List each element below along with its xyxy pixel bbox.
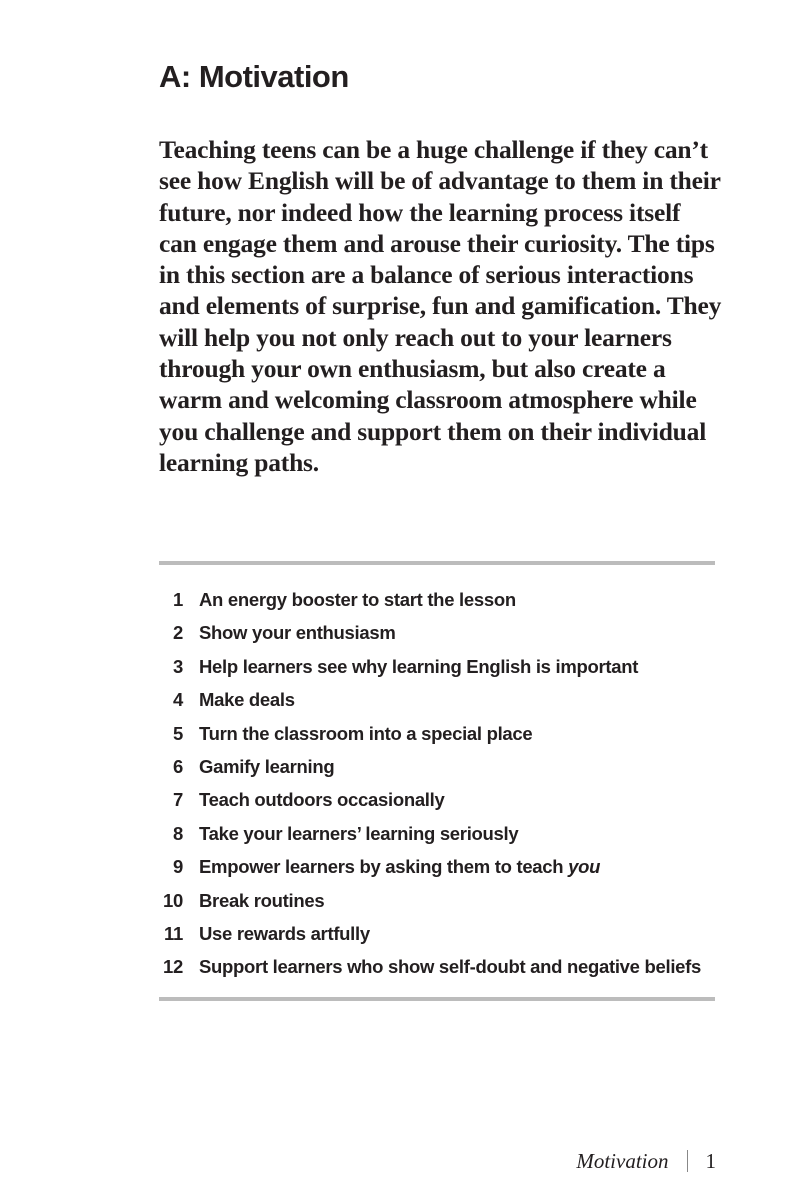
tip-item — [159, 683, 759, 716]
tip-text: Teach outdoors occasionally — [199, 789, 445, 811]
tip-text: Show your enthusiasm — [199, 622, 396, 644]
tip-number: 4 — [173, 689, 183, 711]
tip-item — [159, 850, 759, 883]
tip-number: 9 — [173, 856, 183, 878]
top-divider — [159, 561, 715, 565]
tip-text: Use rewards artfully — [199, 922, 370, 944]
tip-number: 11 — [164, 922, 183, 944]
tips-list — [159, 583, 759, 984]
bottom-divider — [159, 997, 715, 1001]
tip-text: Gamify learning — [199, 755, 335, 777]
tip-item — [159, 917, 759, 950]
tip-number: 5 — [173, 722, 183, 744]
tip-text-main: Empower learners by asking them to teach — [199, 856, 569, 878]
tip-text: Turn the classroom into a special place — [199, 722, 533, 744]
tip-number: 10 — [163, 889, 183, 911]
tip-item — [159, 717, 759, 750]
tip-text: Make deals — [199, 689, 295, 711]
tip-text: Help learners see why learning English is important — [199, 655, 639, 677]
tip-number: 12 — [163, 956, 183, 978]
tip-text-emphasis: you — [568, 856, 601, 878]
intro-paragraph: Teaching teens can be a huge challenge if they can’t see how English will be of advantage to them in their future, nor indeed how the learning process itself can engage them and arouse their curiosity. The tips in this section are a balance of serious interactions and elements of surprise, fun and gamification. They will help you not only reach out to your learners through your own enthusiasm, but also create a warm and welcoming classroom atmosphere while you challenge and support them on their individual learning paths. — [159, 135, 722, 477]
page-number: 1 — [705, 1149, 716, 1173]
tip-number: 6 — [173, 755, 183, 777]
tip-item — [159, 817, 759, 850]
tip-item — [159, 650, 759, 683]
tip-number: 2 — [173, 622, 183, 644]
tip-item — [159, 616, 759, 649]
footer-section-name: Motivation — [576, 1149, 669, 1173]
tip-number: 8 — [173, 822, 183, 844]
tip-text: An energy booster to start the lesson — [199, 589, 516, 610]
tip-text: Take your learners’ learning seriously — [199, 822, 519, 844]
tip-number: 1 — [173, 589, 183, 610]
tip-item — [159, 750, 759, 783]
tip-item — [159, 950, 759, 983]
tip-item — [159, 583, 759, 616]
tip-number: 3 — [173, 655, 183, 677]
tip-item — [159, 783, 759, 816]
tip-text: Break routines — [199, 889, 325, 911]
tip-number: 7 — [173, 789, 183, 811]
page-title: A: Motivation — [159, 59, 349, 94]
footer-separator — [687, 1150, 688, 1172]
tip-text — [199, 850, 600, 883]
page-footer — [576, 1148, 716, 1174]
tip-text: Support learners who show self-doubt and negative beliefs — [199, 956, 702, 978]
tip-item — [159, 884, 759, 917]
